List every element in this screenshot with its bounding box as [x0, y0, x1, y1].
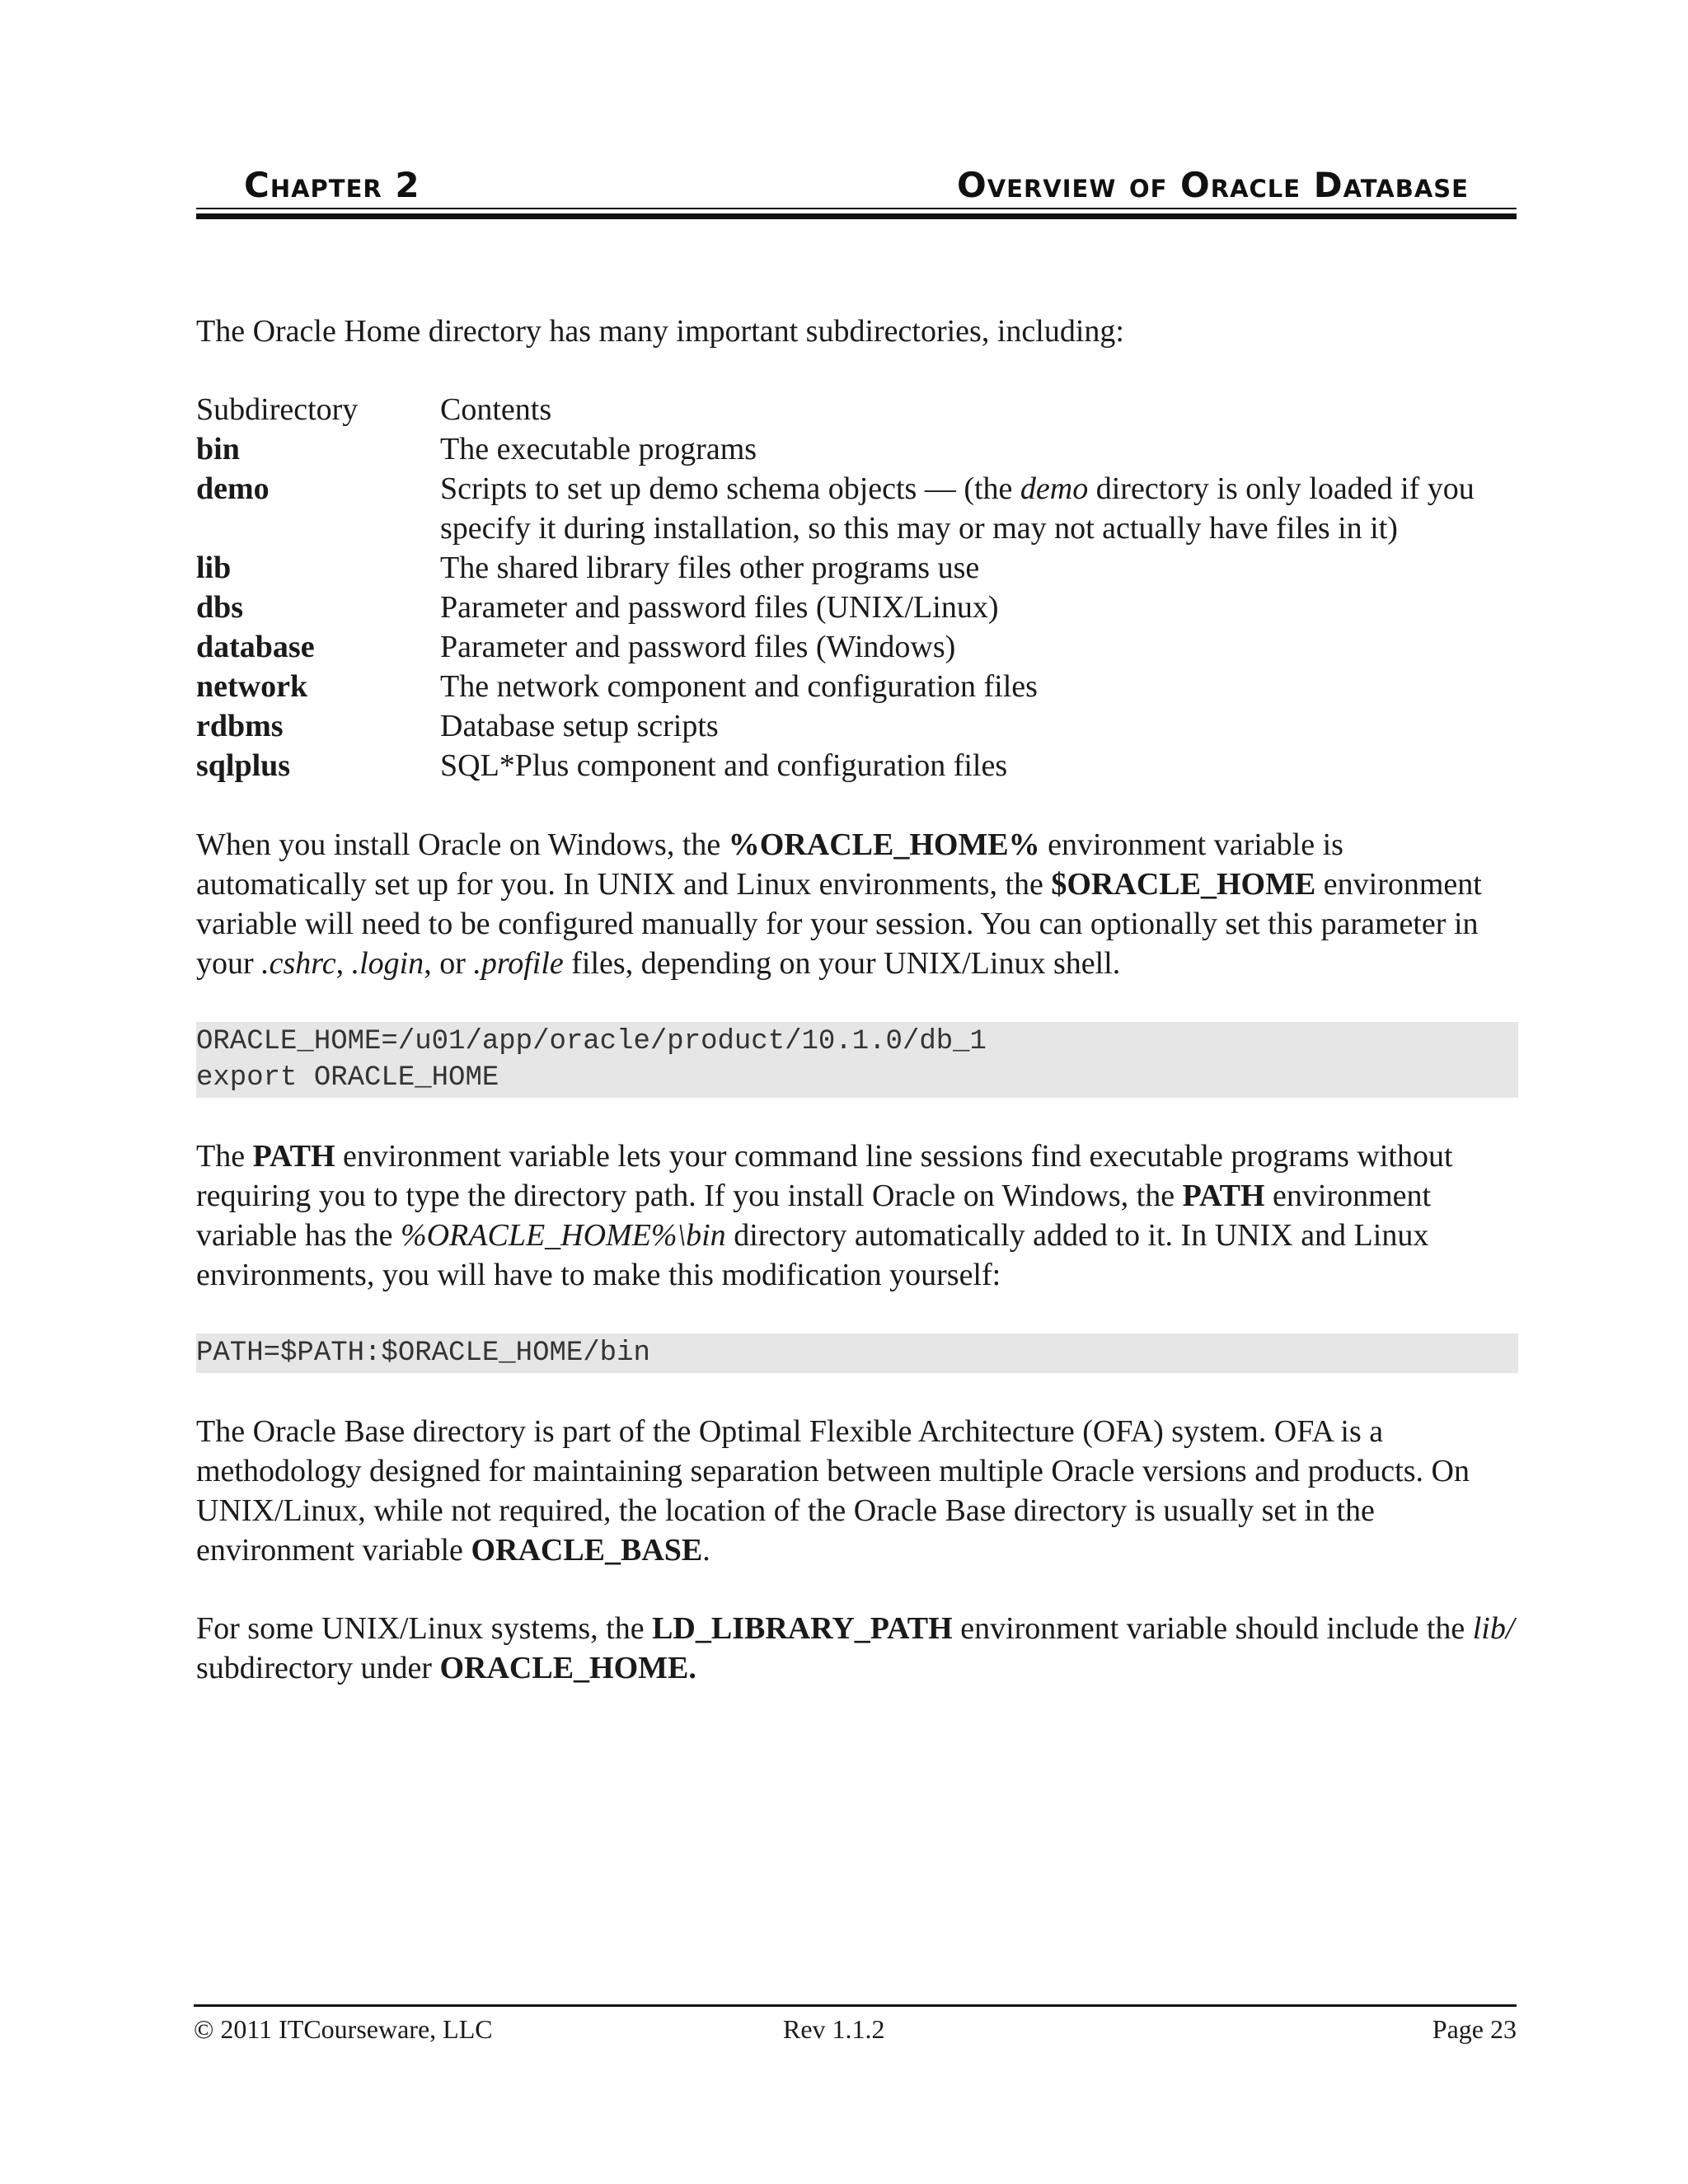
column-header-contents: Contents [440, 392, 552, 427]
env-var-path: PATH [252, 1139, 335, 1174]
text: environment variable is automatically set up for you. In UNIX and Linux environments, the [196, 827, 1343, 902]
table-row [196, 667, 1518, 706]
table-row [196, 469, 1518, 548]
text: environment variable lets your command line sessions find executable programs without requiring you to type the directory path. If you install Oracle on Windows, the [196, 1139, 1453, 1213]
env-var-ld-library-path: LD_LIBRARY_PATH [652, 1611, 953, 1646]
intro-paragraph: The Oracle Home directory has many important subdirectories, including: [196, 314, 1124, 349]
page-content [196, 312, 1518, 1727]
lib-directory: lib/ [1472, 1611, 1515, 1646]
oracle-base-paragraph [196, 1412, 1518, 1570]
subdirectory-contents: Database setup scripts [440, 709, 719, 743]
subdirectory-contents: SQL*Plus component and configuration files [440, 748, 1008, 783]
header-rule-thick [196, 213, 1517, 219]
chapter-label: Chapter 2 [244, 165, 420, 205]
subdirectory-name: lib [196, 551, 232, 585]
code-line: PATH=$PATH:$ORACLE_HOME/bin [196, 1338, 650, 1369]
contents-emphasis: demo [1020, 471, 1089, 506]
subdirectory-name: database [196, 630, 315, 664]
table-row [196, 746, 1518, 785]
table-row [196, 429, 1518, 469]
env-var-windows: %ORACLE_HOME% [728, 827, 1040, 862]
text: , or [424, 946, 474, 981]
page-header [196, 158, 1517, 223]
text: When you install Oracle on Windows, the [196, 827, 729, 862]
subdirectory-name: dbs [196, 590, 244, 625]
header-rule-thin [196, 208, 1517, 209]
chapter-title: Overview of Oracle Database [957, 165, 1469, 205]
text: , [335, 946, 352, 981]
subdirectory-contents: The shared library files other programs use [440, 551, 980, 585]
text: The Oracle Base directory is part of the Optimal Flexible Architecture (OFA) system. OFA is a methodology designed for maintaining separation between multiple Oracle versions and products. On UNIX/Linux, while not required, the location of the Oracle Base directory is usually set in the environment variable [196, 1414, 1470, 1568]
text: . [702, 1533, 710, 1568]
subdirectory-contents: Parameter and password files (UNIX/Linux) [440, 590, 999, 625]
path-paragraph [196, 1137, 1518, 1295]
oracle-home-paragraph [196, 825, 1518, 983]
text: environment variable has the [196, 1179, 1432, 1253]
text: directory automatically added to it. In UNIX and Linux environments, you will have to make this modification yourself: [196, 1218, 1429, 1292]
table-row [196, 627, 1518, 667]
text: files, depending on your UNIX/Linux shell. [563, 946, 1121, 981]
page-number: Page 23 [1432, 2014, 1517, 2044]
table-row [196, 548, 1518, 588]
subdirectory-contents: The network component and configuration files [440, 669, 1038, 704]
text: subdirectory under [196, 1651, 440, 1685]
env-var-oracle-base: ORACLE_BASE [471, 1533, 703, 1568]
footer-rule [194, 2004, 1517, 2007]
page-footer [194, 2004, 1517, 2054]
table-row [196, 706, 1518, 746]
code-line: export ORACLE_HOME [196, 1062, 499, 1094]
ld-library-path-paragraph [196, 1609, 1518, 1688]
file-cshrc: .cshrc [261, 946, 336, 981]
bin-directory: %ORACLE_HOME%\bin [400, 1218, 726, 1253]
table-header-row [196, 390, 1518, 429]
text: environment variable should include the [952, 1611, 1473, 1646]
subdirectory-name: network [196, 669, 308, 704]
env-var-unix: $ORACLE_HOME [1051, 867, 1316, 902]
text: environment variable will need to be configured manually for your session. You can optionally set this parameter in your [196, 867, 1482, 981]
file-profile: .profile [473, 946, 564, 981]
revision: Rev 1.1.2 [783, 2014, 885, 2044]
subdirectory-table [196, 390, 1518, 785]
text: For some UNIX/Linux systems, the [196, 1611, 653, 1646]
env-var-path: PATH [1182, 1179, 1265, 1213]
subdirectory-name: sqlplus [196, 748, 291, 783]
text: The [196, 1139, 253, 1174]
contents-text: Scripts to set up demo schema objects — (the [440, 471, 1020, 506]
contents-text: directory is only loaded if you specify it during installation, so this may or may not actually have files in it) [440, 471, 1475, 546]
subdirectory-name: demo [196, 471, 270, 506]
table-row [196, 588, 1518, 627]
file-login: .login [351, 946, 424, 981]
subdirectory-contents [440, 469, 1518, 548]
subdirectory-contents: The executable programs [440, 432, 757, 466]
copyright: © 2011 ITCourseware, LLC [194, 2014, 493, 2044]
code-block-path [196, 1333, 1518, 1373]
subdirectory-name: bin [196, 432, 240, 466]
env-var-oracle-home: ORACLE_HOME. [439, 1651, 696, 1685]
column-header-subdirectory: Subdirectory [196, 392, 359, 427]
subdirectory-name: rdbms [196, 709, 284, 743]
code-block-oracle-home [196, 1022, 1518, 1098]
code-line: ORACLE_HOME=/u01/app/oracle/product/10.1.0/db_1 [196, 1026, 987, 1057]
subdirectory-contents: Parameter and password files (Windows) [440, 630, 956, 664]
